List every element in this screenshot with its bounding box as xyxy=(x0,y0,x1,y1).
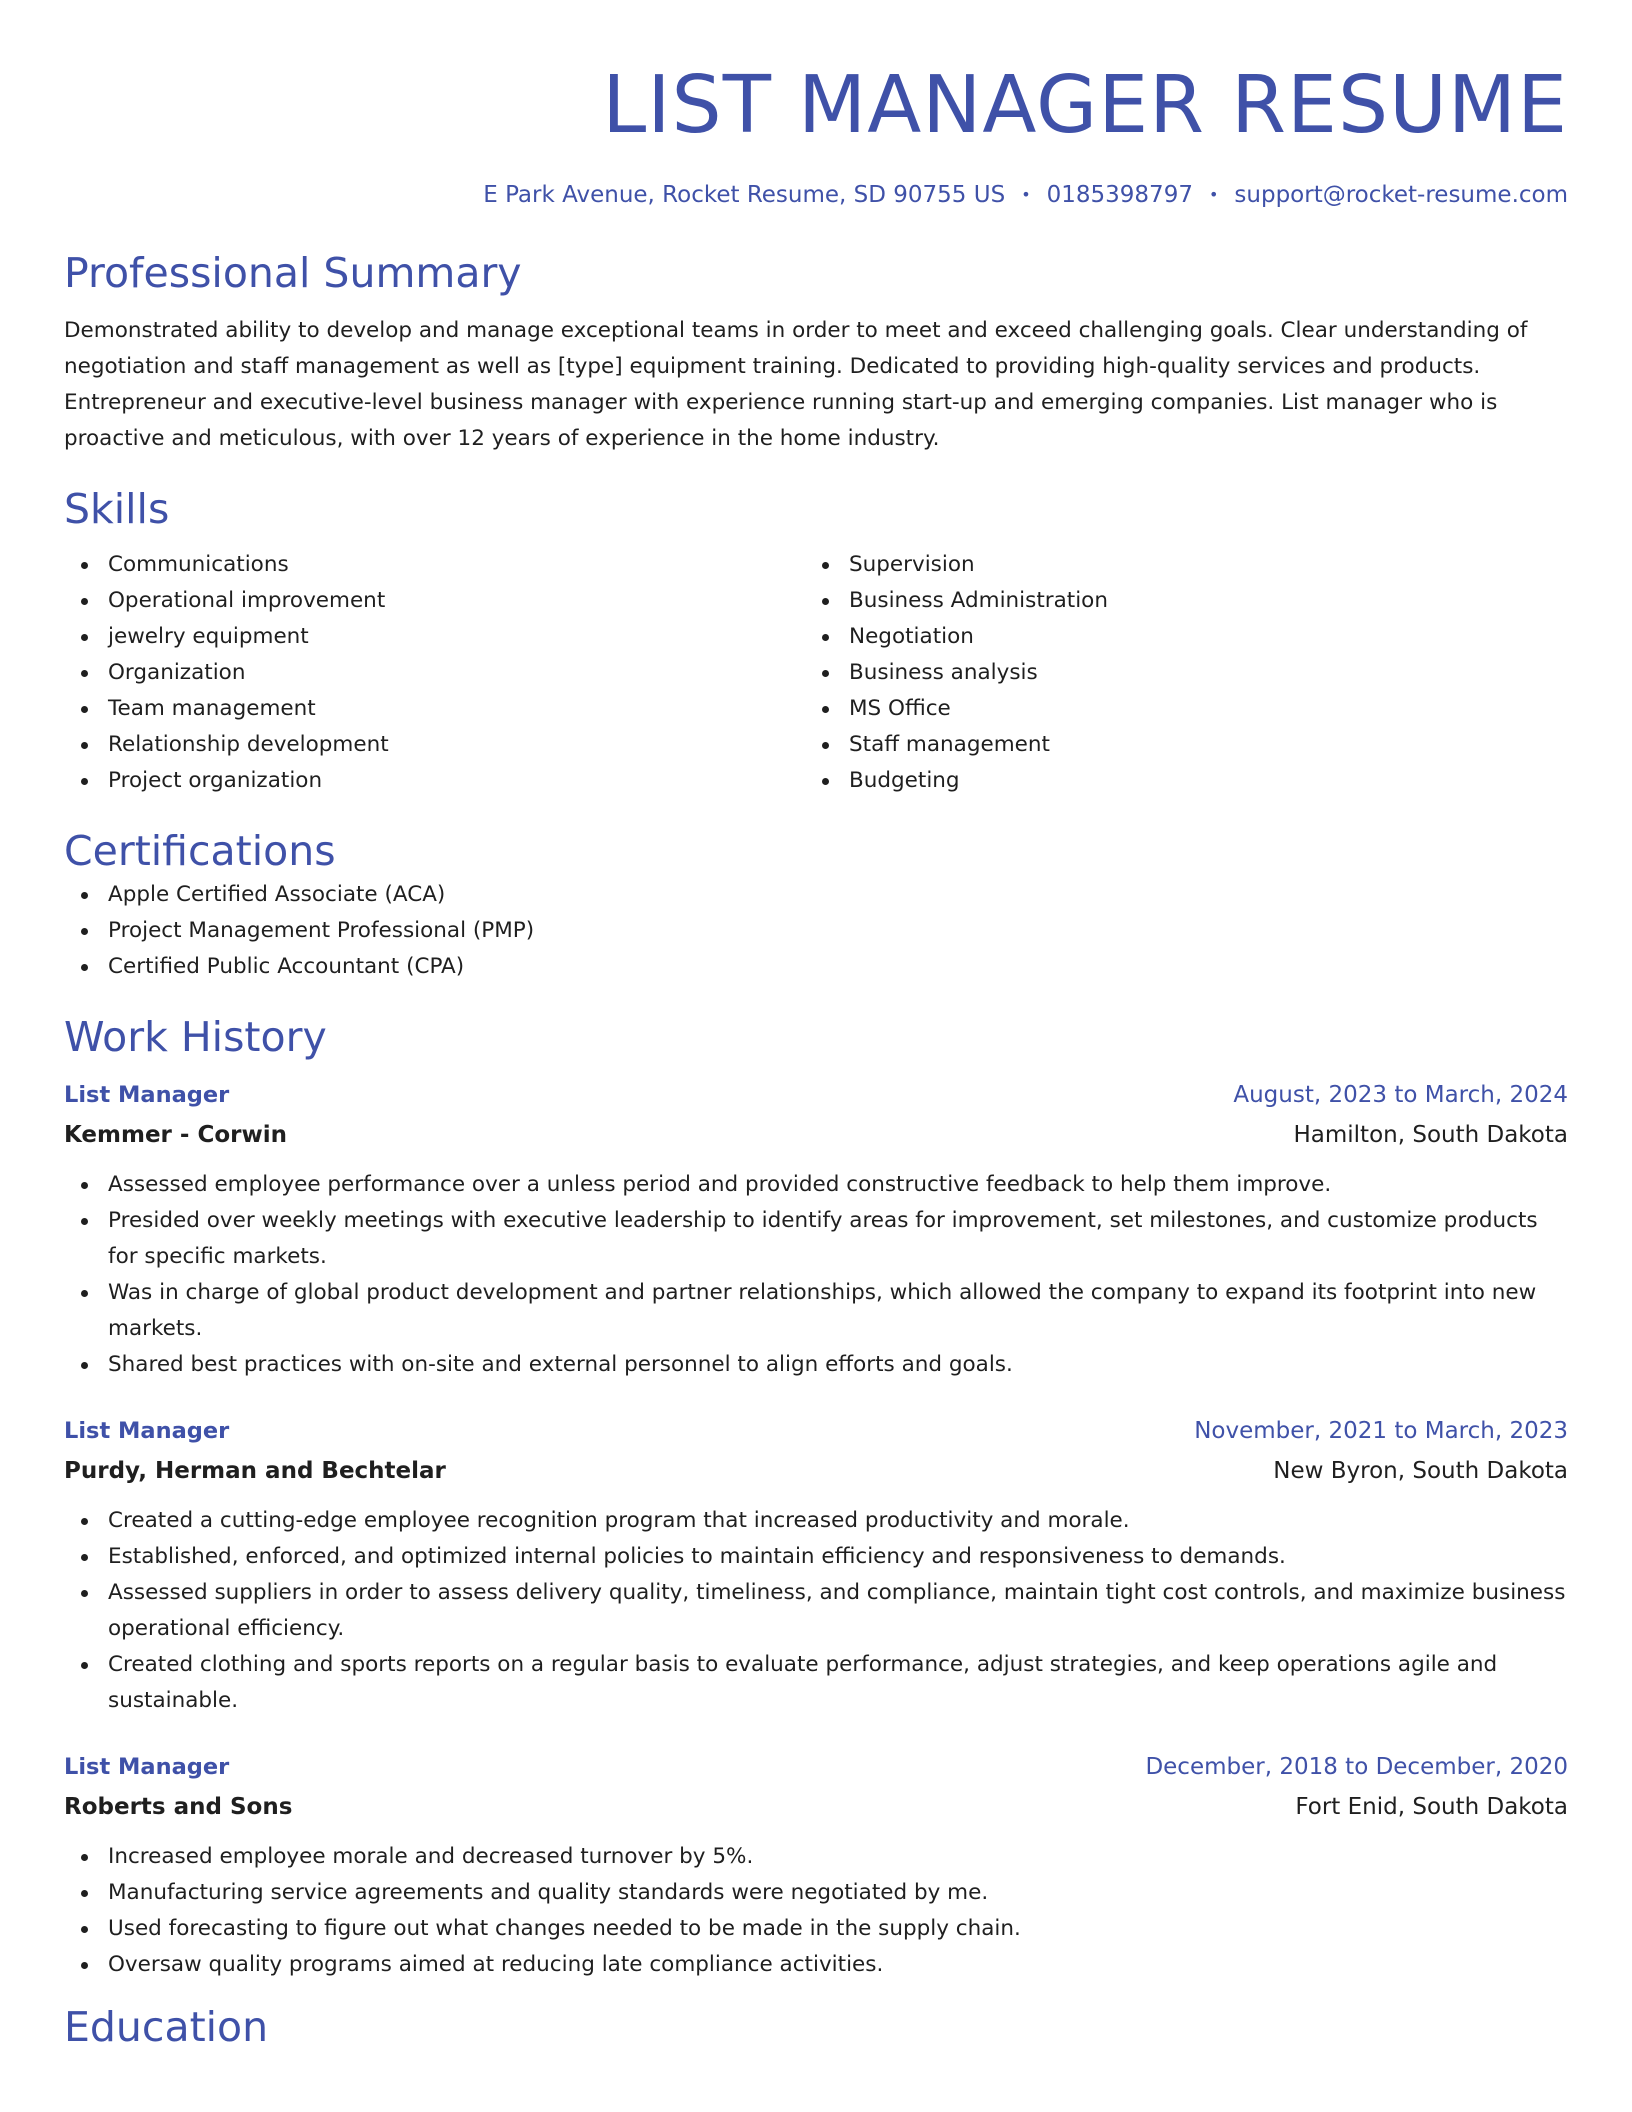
skill-item: Communications xyxy=(64,547,805,583)
skill-item: Negotiation xyxy=(805,619,1546,655)
section-heading-work-history: Work History xyxy=(64,1013,327,1061)
job-company: Kemmer - Corwin xyxy=(64,1122,287,1148)
section-heading-education: Education xyxy=(64,2003,269,2051)
job-location: Hamilton, South Dakota xyxy=(1293,1122,1568,1148)
job-title: List Manager xyxy=(64,1754,230,1780)
certification-item: Project Management Professional (PMP) xyxy=(64,913,1568,949)
job-entry xyxy=(64,1411,1568,1719)
job-location: Fort Enid, South Dakota xyxy=(1295,1794,1568,1820)
job-duty: Established, enforced, and optimized internal policies to maintain efficiency and responsiveness to demands. xyxy=(64,1539,1568,1575)
skill-item: Supervision xyxy=(805,547,1546,583)
job-duty: Oversaw quality programs aimed at reducing late compliance activities. xyxy=(64,1947,1568,1983)
job-duty: Assessed suppliers in order to assess delivery quality, timeliness, and compliance, maintain tight cost controls, and maximize business operational efficiency. xyxy=(64,1575,1568,1647)
skill-item: Organization xyxy=(64,655,805,691)
job-duty: Presided over weekly meetings with executive leadership to identify areas for improvement, set milestones, and customize products for specific markets. xyxy=(64,1203,1568,1275)
skill-item: Business Administration xyxy=(805,583,1546,619)
skill-item: Relationship development xyxy=(64,727,805,763)
contact-email: support@rocket-resume.com xyxy=(1234,182,1568,208)
job-title: List Manager xyxy=(64,1082,230,1108)
skill-item: Operational improvement xyxy=(64,583,805,619)
job-title: List Manager xyxy=(64,1418,230,1444)
certification-list xyxy=(64,877,1568,985)
job-duties xyxy=(64,1839,1568,1983)
job-entry xyxy=(64,1075,1568,1383)
job-dates: December, 2018 to December, 2020 xyxy=(1145,1754,1568,1780)
job-duty: Shared best practices with on-site and external personnel to align efforts and goals. xyxy=(64,1347,1568,1383)
job-company: Purdy, Herman and Bechtelar xyxy=(64,1458,446,1484)
job-duties xyxy=(64,1503,1568,1719)
skill-item: Business analysis xyxy=(805,655,1546,691)
job-duty: Created a cutting-edge employee recognition program that increased productivity and morale. xyxy=(64,1503,1568,1539)
contact-phone: 0185398797 xyxy=(1046,182,1193,208)
job-dates: November, 2021 to March, 2023 xyxy=(1194,1418,1568,1444)
skill-item: Project organization xyxy=(64,763,805,799)
job-company: Roberts and Sons xyxy=(64,1794,293,1820)
contact-address: E Park Avenue, Rocket Resume, SD 90755 US xyxy=(483,182,1006,208)
contact-line xyxy=(64,179,1568,211)
job-duty: Was in charge of global product development and partner relationships, which allowed the company to expand its footprint into new markets. xyxy=(64,1275,1568,1347)
skills-column-right xyxy=(805,547,1546,799)
summary-text: Demonstrated ability to develop and manage exceptional teams in order to meet and exceed challenging goals. Clear understanding of negotiation and staff management as well as [type] equipment training. Dedicated to providing high-quality services and products. Entrepreneur and executive-level business manager with experience running start-up and emerging companies. List manager who is proactive and meticulous, with over 12 years of experience in the home industry. xyxy=(64,318,1528,451)
section-heading-skills: Skills xyxy=(64,485,170,533)
certification-item: Certified Public Accountant (CPA) xyxy=(64,949,1568,985)
skill-item: MS Office xyxy=(805,691,1546,727)
job-location: New Byron, South Dakota xyxy=(1273,1458,1568,1484)
job-duty: Assessed employee performance over a unless period and provided constructive feedback to help them improve. xyxy=(64,1167,1568,1203)
contact-separator: • xyxy=(1021,185,1031,204)
contact-separator: • xyxy=(1208,185,1219,204)
job-duty: Used forecasting to figure out what changes needed to be made in the supply chain. xyxy=(64,1911,1568,1947)
skills-column-left xyxy=(64,547,805,799)
section-heading-certifications: Certifications xyxy=(64,827,336,875)
job-duty: Increased employee morale and decreased turnover by 5%. xyxy=(64,1839,1568,1875)
skills-grid xyxy=(64,547,1568,799)
skill-item: jewelry equipment xyxy=(64,619,805,655)
resume-title: LIST MANAGER RESUME xyxy=(602,59,1568,151)
skill-item: Team management xyxy=(64,691,805,727)
job-dates: August, 2023 to March, 2024 xyxy=(1233,1082,1568,1108)
job-entry xyxy=(64,1747,1568,1983)
section-heading-summary: Professional Summary xyxy=(64,249,522,297)
job-duties xyxy=(64,1167,1568,1383)
skill-item: Budgeting xyxy=(805,763,1546,799)
skill-item: Staff management xyxy=(805,727,1546,763)
job-duty: Created clothing and sports reports on a regular basis to evaluate performance, adjust strategies, and keep operations agile and sustainable. xyxy=(64,1647,1568,1719)
certification-item: Apple Certified Associate (ACA) xyxy=(64,877,1568,913)
job-duty: Manufacturing service agreements and quality standards were negotiated by me. xyxy=(64,1875,1568,1911)
